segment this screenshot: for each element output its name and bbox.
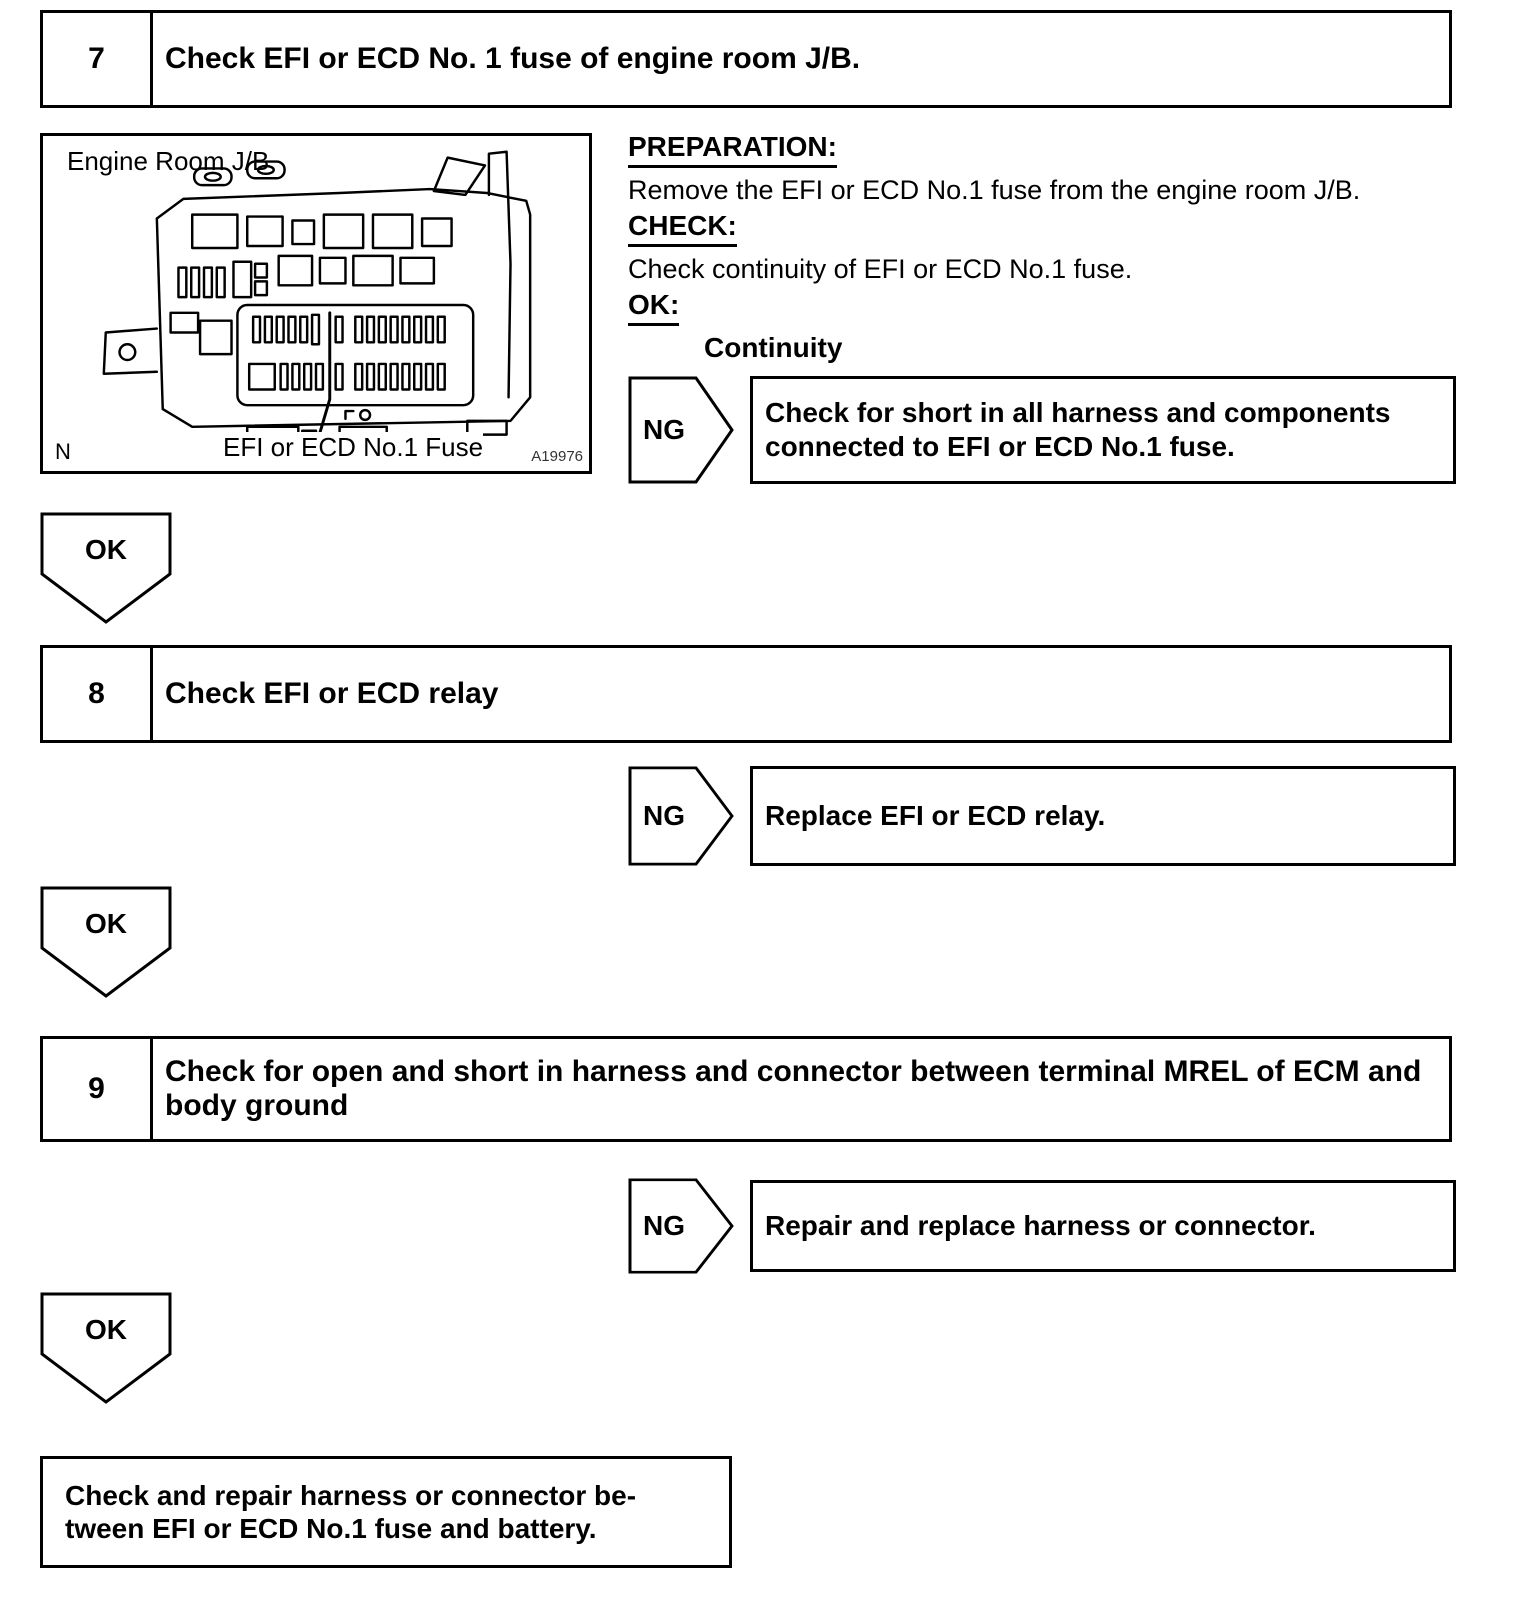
ng-action-2: Replace EFI or ECD relay. — [750, 766, 1456, 866]
ok-arrow-shape — [40, 1292, 172, 1404]
check-text: Check continuity of EFI or ECD No.1 fuse. — [628, 254, 1133, 284]
ok-label: OK — [85, 1314, 127, 1345]
step-9-title: Check for open and short in harness and connector between terminal MREL of ECM and body ground — [165, 1054, 1422, 1122]
ok-arrow-shape — [40, 512, 172, 624]
step-7-title: Check EFI or ECD No. 1 fuse of engine room J/B. — [165, 41, 861, 75]
figure-title: Engine Room J/B — [67, 146, 270, 176]
procedure-block — [628, 130, 1468, 367]
figure-corner-mark: N — [55, 439, 71, 464]
final-action-line-1: Check and repair harness or connector be- — [65, 1480, 637, 1511]
ng-action-1: Check for short in all harness and components connected to EFI or ECD No.1 fuse. — [750, 376, 1456, 484]
ng-label: NG — [643, 414, 686, 445]
step-8-title: Check EFI or ECD relay — [165, 676, 499, 710]
ok-heading: OK: — [628, 288, 679, 326]
ok-result: Continuity — [704, 332, 843, 363]
step-9-number: 9 — [43, 1039, 153, 1139]
step-7-header — [40, 10, 1452, 108]
figure-code: A19976 — [531, 448, 583, 465]
engine-room-jb-figure — [40, 133, 592, 474]
ng-arrow-3 — [628, 1178, 734, 1274]
ok-arrow-3 — [40, 1292, 172, 1404]
ng-arrow-2 — [628, 766, 734, 866]
preparation-heading: PREPARATION: — [628, 130, 837, 168]
ng-arrow-1 — [628, 376, 734, 484]
ok-arrow-shape — [40, 886, 172, 998]
ng-label: NG — [643, 1210, 686, 1241]
fuse-pointer-label: EFI or ECD No.1 Fuse — [223, 432, 484, 462]
preparation-text: Remove the EFI or ECD No.1 fuse from the engine room J/B. — [628, 175, 1361, 205]
step-9-header — [40, 1036, 1452, 1142]
ng-action-3: Repair and replace harness or connector. — [750, 1180, 1456, 1272]
ok-label: OK — [85, 534, 127, 565]
step-7-number: 7 — [43, 13, 153, 105]
final-action-line-2: tween EFI or ECD No.1 fuse and battery. — [65, 1513, 597, 1544]
ng-label: NG — [643, 800, 686, 831]
ok-label: OK — [85, 908, 127, 939]
check-heading: CHECK: — [628, 209, 737, 247]
fusebox-drawing — [43, 136, 589, 471]
ok-arrow-1 — [40, 512, 172, 624]
final-action-box — [40, 1456, 732, 1568]
step-8-number: 8 — [43, 648, 153, 740]
step-8-header — [40, 645, 1452, 743]
ok-arrow-2 — [40, 886, 172, 998]
